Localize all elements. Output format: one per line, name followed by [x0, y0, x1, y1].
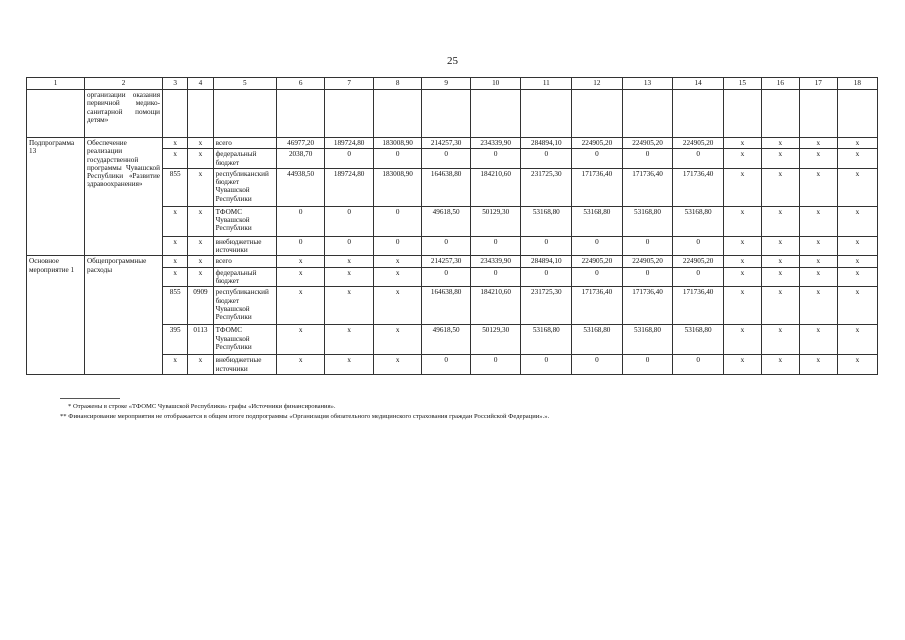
cell-value: 0 [325, 236, 374, 256]
cell-value: 189724,80 [325, 138, 374, 149]
cell-value: x [276, 267, 325, 287]
cell-value: 284894,10 [521, 256, 572, 267]
cell-value: 44938,50 [276, 168, 325, 206]
cell-value: x [799, 267, 837, 287]
cell-value: x [325, 267, 374, 287]
cell-value: x [799, 138, 837, 149]
cell-value: 171736,40 [572, 168, 623, 206]
cell-value: 49618,50 [422, 206, 471, 236]
cell-value: 224905,20 [622, 256, 673, 267]
cell-value: x [761, 267, 799, 287]
cell-value: 234339,90 [470, 256, 521, 267]
financing-table [26, 77, 878, 375]
cell-grbs: x [163, 267, 188, 287]
table-row [27, 256, 878, 267]
cell-value: 49618,50 [422, 325, 471, 355]
cell-source: ТФОМС Чувашской Республики [213, 206, 276, 236]
cell-value: 53168,80 [521, 206, 572, 236]
cell-value: 171736,40 [572, 287, 623, 325]
cell-grbs: 855 [163, 287, 188, 325]
measure-name: Основное мероприятие 1 [27, 256, 85, 374]
column-header: 11 [521, 78, 572, 90]
cell-value: 0 [422, 355, 471, 375]
column-header: 1 [27, 78, 85, 90]
cell-value: 171736,40 [673, 287, 724, 325]
cell-section: x [188, 149, 213, 169]
cell-value: 171736,40 [673, 168, 724, 206]
cell-source: всего [213, 256, 276, 267]
cell-value: 224905,20 [673, 138, 724, 149]
cell-value: 53168,80 [572, 325, 623, 355]
cell-value: 0 [325, 206, 374, 236]
cell-value: 0 [521, 267, 572, 287]
column-header: 5 [213, 78, 276, 90]
cell-value: 53168,80 [622, 325, 673, 355]
cell-value: 53168,80 [673, 325, 724, 355]
cell-value: 0 [673, 149, 724, 169]
cell-value: 231725,30 [521, 287, 572, 325]
cell-value: x [276, 287, 325, 325]
column-header: 4 [188, 78, 213, 90]
cell-value: x [837, 168, 877, 206]
cell-value: x [799, 256, 837, 267]
cell-section: x [188, 138, 213, 149]
cell-value: x [325, 256, 374, 267]
cell-value: 214257,30 [422, 138, 471, 149]
cell-value: x [837, 256, 877, 267]
cell [27, 90, 85, 138]
cell-value: x [761, 256, 799, 267]
cell-value: x [761, 168, 799, 206]
cell-value: 0 [673, 236, 724, 256]
cell-value: 0 [422, 149, 471, 169]
column-header: 15 [723, 78, 761, 90]
column-header: 13 [622, 78, 673, 90]
column-header: 12 [572, 78, 623, 90]
column-header: 16 [761, 78, 799, 90]
cell-grbs: x [163, 256, 188, 267]
cell-value: x [723, 168, 761, 206]
page-number: 25 [447, 55, 458, 67]
cell-value: x [373, 325, 422, 355]
cell-value: 0 [470, 267, 521, 287]
cell-value: x [799, 149, 837, 169]
cell-value: 50129,30 [470, 325, 521, 355]
cell-value: 171736,40 [622, 287, 673, 325]
cell-value: 224905,20 [572, 256, 623, 267]
cell-grbs: x [163, 355, 188, 375]
cell-source: республиканский бюджет Чувашской Республики [213, 287, 276, 325]
measure-description: Общепрограммные расходы [84, 256, 162, 374]
cell-value: x [723, 236, 761, 256]
cell-value: 231725,30 [521, 168, 572, 206]
cell-grbs: x [163, 138, 188, 149]
cell-value: 0 [622, 149, 673, 169]
cell-value: 0 [673, 267, 724, 287]
cell-value: 224905,20 [622, 138, 673, 149]
cell-value: x [761, 325, 799, 355]
column-header: 9 [422, 78, 471, 90]
cell-value: x [761, 355, 799, 375]
cell-section: 0113 [188, 325, 213, 355]
cell-grbs: 395 [163, 325, 188, 355]
cell-value: 0 [276, 206, 325, 236]
cell-value: 53168,80 [572, 206, 623, 236]
cell-value: x [837, 267, 877, 287]
cell-value: 224905,20 [572, 138, 623, 149]
cell-section: x [188, 355, 213, 375]
cell-value: 0 [572, 149, 623, 169]
cell-grbs: x [163, 206, 188, 236]
cell-value: x [799, 325, 837, 355]
cell-value: x [837, 138, 877, 149]
cell-value: 224905,20 [673, 256, 724, 267]
cell-grbs: x [163, 149, 188, 169]
cell-source: федеральный бюджет [213, 267, 276, 287]
cell-value: 53168,80 [521, 325, 572, 355]
cell-value: 0 [373, 149, 422, 169]
cell-grbs: 855 [163, 168, 188, 206]
column-header: 2 [84, 78, 162, 90]
cell-value: 183008,90 [373, 138, 422, 149]
cell-section: x [188, 168, 213, 206]
cell-value: x [276, 325, 325, 355]
cell-value: 171736,40 [622, 168, 673, 206]
cell-value: x [723, 325, 761, 355]
cell-value: 0 [470, 355, 521, 375]
cell-source: внебюджетные источники [213, 355, 276, 375]
cell-value: x [837, 236, 877, 256]
cell-value: x [723, 355, 761, 375]
footnote-1: * Отражены в строке «ТФОМС Чувашской Республики» графы «Источники финансирования». [68, 403, 336, 410]
cell-value: x [761, 287, 799, 325]
cell-value: x [799, 206, 837, 236]
continuation-row [27, 90, 878, 138]
cell-value: 0 [373, 236, 422, 256]
footnote-rule [60, 398, 120, 399]
cell-value: 184210,60 [470, 168, 521, 206]
footnotes [60, 398, 549, 422]
column-header: 6 [276, 78, 325, 90]
cell-value: 0 [422, 267, 471, 287]
cell-value: 0 [622, 267, 673, 287]
cell-value: x [325, 355, 374, 375]
cell-value: 0 [622, 355, 673, 375]
cell-value: 50129,30 [470, 206, 521, 236]
column-header: 18 [837, 78, 877, 90]
cell-value: 0 [422, 236, 471, 256]
cell-value: x [276, 256, 325, 267]
cell-value: 0 [572, 267, 623, 287]
cell-value: x [723, 256, 761, 267]
cell-value: 0 [373, 206, 422, 236]
cell-value: 0 [521, 355, 572, 375]
cell-value: 0 [325, 149, 374, 169]
cell-section: x [188, 256, 213, 267]
column-header: 3 [163, 78, 188, 90]
column-header: 17 [799, 78, 837, 90]
cell-value: 0 [572, 236, 623, 256]
cell-value: x [276, 355, 325, 375]
cell-value: x [325, 287, 374, 325]
cell-source: ТФОМС Чувашской Республики [213, 325, 276, 355]
cell-source: всего [213, 138, 276, 149]
cell-value: x [837, 287, 877, 325]
cell-value: 183008,90 [373, 168, 422, 206]
cell-value: 164638,80 [422, 168, 471, 206]
cell-value: 46977,20 [276, 138, 325, 149]
cell-value: x [723, 206, 761, 236]
cell-value: 0 [572, 355, 623, 375]
cell-value: x [837, 355, 877, 375]
cell-value: 184210,60 [470, 287, 521, 325]
cell-source: федеральный бюджет [213, 149, 276, 169]
cell-value: x [799, 355, 837, 375]
cell-section: x [188, 236, 213, 256]
cell-value: x [325, 325, 374, 355]
subprogram-description: Обеспечение реализации государственной программы Чувашской Республики «Развитие здравоохранения» [84, 138, 162, 256]
cell-section: x [188, 206, 213, 236]
cell-value: 0 [521, 236, 572, 256]
cell-source: республиканский бюджет Чувашской Республики [213, 168, 276, 206]
cell-value: x [373, 287, 422, 325]
cell-value: x [761, 236, 799, 256]
cell-value: 284894,10 [521, 138, 572, 149]
cell-value: x [799, 168, 837, 206]
cell-value: x [799, 287, 837, 325]
cell-value: 0 [470, 236, 521, 256]
cell-value: 0 [673, 355, 724, 375]
cell-value: x [723, 149, 761, 169]
cell-value: x [837, 206, 877, 236]
header-row [27, 78, 878, 90]
column-header: 7 [325, 78, 374, 90]
column-header: 10 [470, 78, 521, 90]
cell-value: 0 [622, 236, 673, 256]
cell-value: 234339,90 [470, 138, 521, 149]
cell-value: 214257,30 [422, 256, 471, 267]
cell-source: внебюджетные источники [213, 236, 276, 256]
cell-value: 0 [521, 149, 572, 169]
cell-value: x [761, 206, 799, 236]
cell-value: 0 [470, 149, 521, 169]
cell-value: x [723, 267, 761, 287]
cell-value: 164638,80 [422, 287, 471, 325]
cell-value: x [373, 256, 422, 267]
column-header: 14 [673, 78, 724, 90]
cell-value: 53168,80 [622, 206, 673, 236]
cell-value: 53168,80 [673, 206, 724, 236]
cell-grbs: x [163, 236, 188, 256]
cell-value: 189724,80 [325, 168, 374, 206]
cell-value: x [761, 138, 799, 149]
cell-value: x [837, 325, 877, 355]
column-header: 8 [373, 78, 422, 90]
cell-value: 2038,70 [276, 149, 325, 169]
cell-value: x [723, 138, 761, 149]
cell-value: x [799, 236, 837, 256]
cell-section: 0909 [188, 287, 213, 325]
cell-value: x [761, 149, 799, 169]
cell-value: x [373, 355, 422, 375]
cell-value: x [723, 287, 761, 325]
cell-value: x [837, 149, 877, 169]
cell-value: x [373, 267, 422, 287]
table-row [27, 138, 878, 149]
cell-value: 0 [276, 236, 325, 256]
continuation-text: организации оказания первичной медико-санитарной помощи детям» [84, 90, 162, 138]
footnote-2: ** Финансирование мероприятия не отображается в общем итоге подпрограммы «Организация обязательного медицинского страхования граждан Российской Федерации».». [60, 412, 550, 420]
cell-section: x [188, 267, 213, 287]
subprogram-name: Подпрограмма 13 [27, 138, 85, 256]
